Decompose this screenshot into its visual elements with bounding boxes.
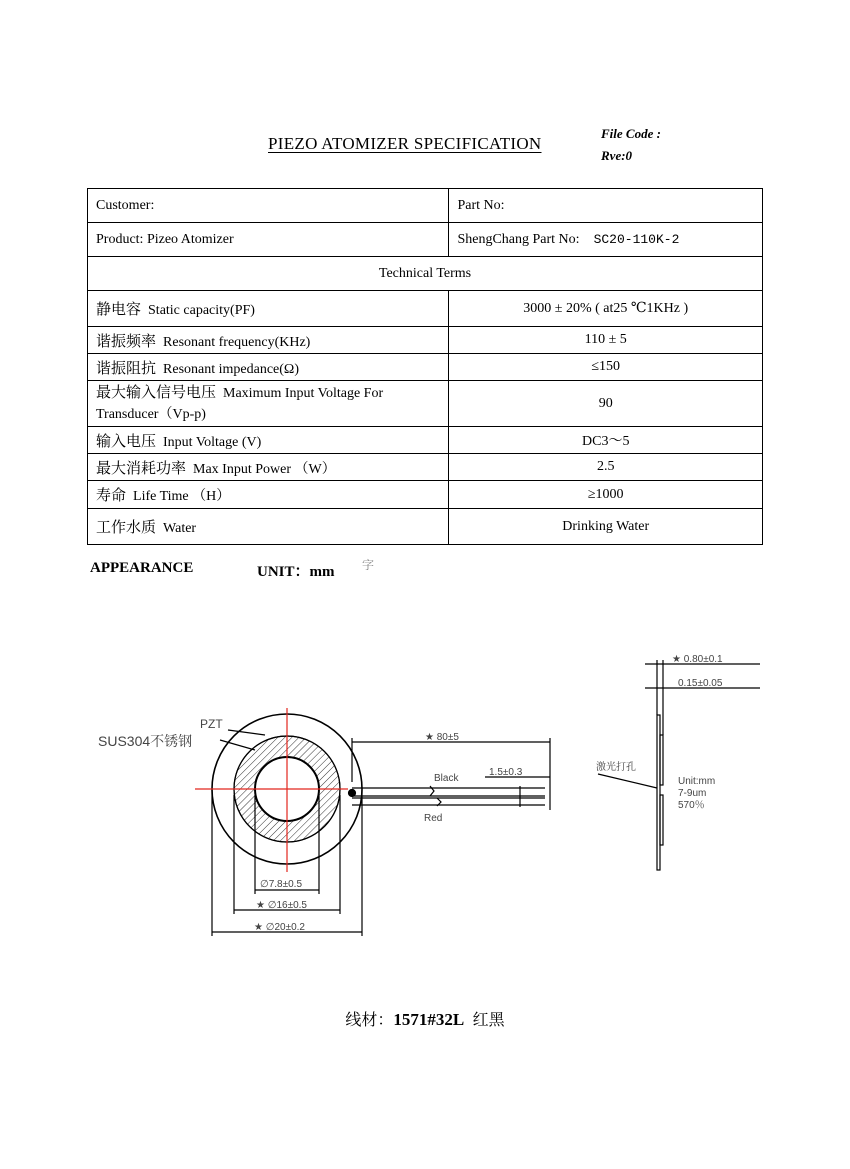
pzt-label: PZT (200, 717, 223, 731)
section-row (88, 257, 763, 291)
unit-line2: 7-9um (678, 788, 707, 799)
part-no-label: Part No: (449, 189, 763, 223)
row-value: 90 (449, 381, 763, 427)
thick015-label: 0.15±0.05 (678, 678, 723, 689)
row-en: Resonant frequency(KHz) (163, 334, 311, 350)
side-pzt-top (660, 735, 663, 785)
table-row (88, 381, 763, 427)
appearance-label: APPEARANCE (90, 560, 194, 576)
section-title: Technical Terms (88, 257, 763, 291)
row-en: Resonant impedance(Ω) (163, 361, 299, 377)
row-zh: 静电容 (96, 300, 142, 318)
dim16-label: ★ ∅16±0.5 (256, 900, 307, 911)
wire-label: 线材： (345, 1010, 394, 1029)
row-zh: 输入电压 (96, 431, 157, 450)
sc-part-label: ShengChang Part No: (457, 231, 580, 247)
wire-code: 1571#32L (393, 1010, 465, 1029)
red-label: Red (424, 813, 443, 824)
pzt-leader (228, 730, 265, 735)
table-row (88, 427, 763, 454)
document-title: PIEZO ATOMIZER SPECIFICATION (268, 134, 542, 153)
row-value: DC3～5 (449, 427, 763, 454)
table-row (88, 291, 763, 327)
side-pzt-bottom (660, 795, 663, 845)
sus-label: SUS304不锈钢 (98, 733, 193, 749)
table-row (88, 327, 763, 354)
black-label: Black (434, 773, 459, 784)
disc-front-view (195, 708, 550, 936)
sc-part-cell (449, 223, 763, 257)
row-zh: 工作水质 (96, 518, 157, 536)
drawing-labels (98, 654, 723, 933)
unit-label: UNIT：mm (257, 564, 335, 580)
unit-line1: Unit:mm (678, 776, 716, 787)
product-row (88, 223, 763, 257)
sus-leader (220, 740, 255, 750)
laser-leader (598, 774, 657, 788)
dim78-label: ∅7.8±0.5 (260, 879, 303, 890)
dim15-label: 1.5±0.3 (489, 767, 523, 778)
table-row (88, 454, 763, 481)
sc-part-value: SC20-110K-2 (593, 231, 680, 247)
row-value: 110 ± 5 (449, 327, 763, 354)
row-zh: 最大消耗功率 (96, 458, 187, 477)
row-value: ≤150 (449, 354, 763, 381)
customer-label: Customer: (88, 189, 449, 223)
row-en: Life Time （H） (133, 489, 231, 504)
thick080-label: ★ 0.80±0.1 (672, 654, 723, 665)
technical-drawing (0, 640, 850, 950)
wire-colors: 红黑 (472, 1010, 505, 1029)
row-en: Maximum Input Voltage For (223, 386, 384, 401)
file-code: File Code : (601, 126, 661, 141)
product-label: Product: Pizeo Atomizer (88, 223, 449, 257)
unit-line3: 570％ (678, 800, 705, 811)
row-en-line2: Transducer（Vp-p) (96, 407, 206, 422)
row-value: ≥1000 (449, 481, 763, 509)
table-row (88, 354, 763, 381)
row-zh: 谐振阻抗 (96, 358, 157, 377)
wire-spec (0, 1007, 850, 1030)
row-zh: 寿命 (96, 486, 127, 504)
dim80-label: ★ 80±5 (425, 732, 459, 743)
table-row (88, 481, 763, 509)
table-row (88, 509, 763, 545)
laser-label: 激光打孔 (596, 762, 636, 773)
row-zh: 最大输入信号电压 (96, 383, 217, 401)
row-value: 3000 ± 20% ( at25 ℃1KHz ) (449, 291, 763, 327)
row-value: 2.5 (449, 454, 763, 481)
row-zh: 谐振频率 (96, 331, 157, 350)
row-en: Static capacity(PF) (148, 303, 255, 318)
revision: Rve:0 (601, 148, 633, 163)
unit-mark: 字 (362, 558, 375, 572)
row-value: Drinking Water (449, 509, 763, 545)
spec-table (87, 188, 763, 545)
dim20-label: ★ ∅20±0.2 (254, 922, 305, 933)
row-en: Water (163, 521, 197, 536)
customer-row (88, 189, 763, 223)
row-en: Max Input Power （W） (193, 461, 336, 477)
file-code-block (601, 123, 661, 167)
row-en: Input Voltage (V) (163, 434, 262, 450)
